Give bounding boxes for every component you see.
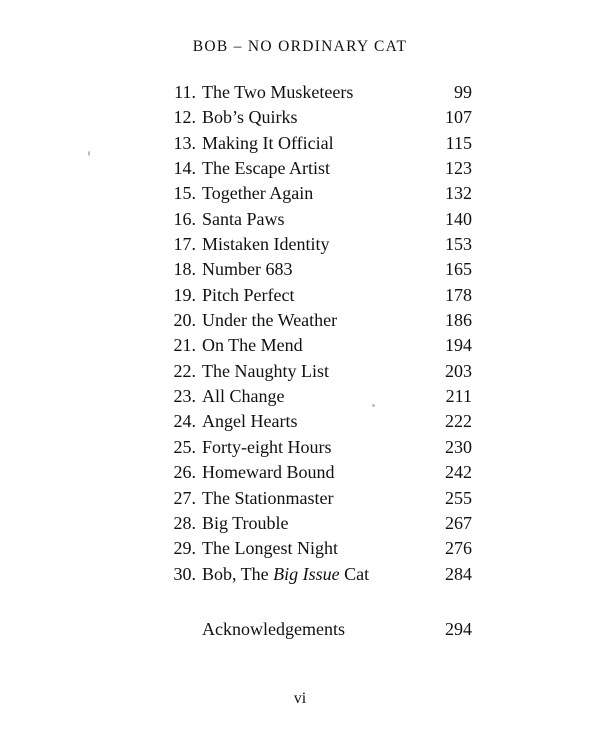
chapter-number: 23. bbox=[173, 386, 196, 407]
acknowledgements-page: 294 bbox=[445, 619, 472, 639]
chapter-number: 27. bbox=[173, 487, 196, 508]
toc-entry bbox=[150, 131, 472, 156]
page-number: 123 bbox=[445, 158, 472, 179]
page-number: 140 bbox=[445, 208, 472, 229]
chapter-title: Under the Weather bbox=[202, 310, 338, 331]
chapter-title: Homeward Bound bbox=[202, 462, 335, 483]
acknowledgements-title: Acknowledgements bbox=[202, 619, 345, 639]
chapter-number: 24. bbox=[173, 411, 196, 432]
page-number: 165 bbox=[445, 259, 472, 280]
chapter-number: 29. bbox=[173, 538, 196, 559]
chapter-title: Big Trouble bbox=[202, 512, 289, 533]
toc-entry bbox=[150, 409, 472, 434]
scan-speck bbox=[88, 151, 90, 156]
page-number: 99 bbox=[454, 82, 472, 102]
page-number: 267 bbox=[445, 512, 472, 533]
chapter-number: 22. bbox=[173, 360, 196, 381]
scan-speck bbox=[372, 404, 375, 407]
chapter-title: The Longest Night bbox=[202, 538, 338, 559]
chapter-title: The Naughty List bbox=[202, 360, 329, 381]
chapter-number: 25. bbox=[173, 436, 196, 457]
chapter-number: 28. bbox=[173, 512, 196, 533]
chapter-title: Making It Official bbox=[202, 132, 334, 153]
chapter-number: 11. bbox=[174, 82, 196, 102]
page-number: 284 bbox=[445, 563, 472, 584]
page-number: 153 bbox=[445, 234, 472, 255]
toc-entry bbox=[150, 511, 472, 536]
page-number: 178 bbox=[445, 284, 472, 305]
toc-entry bbox=[150, 181, 472, 206]
title-italic: Big Issue bbox=[273, 563, 340, 584]
chapter-number: 14. bbox=[173, 158, 196, 179]
toc-entry bbox=[150, 207, 472, 232]
toc-entry bbox=[150, 105, 472, 130]
chapter-title bbox=[202, 562, 369, 587]
toc-entry bbox=[150, 283, 472, 308]
chapter-number: 13. bbox=[173, 132, 196, 153]
toc-entry bbox=[150, 460, 472, 485]
chapter-title: Number 683 bbox=[202, 259, 293, 280]
chapter-number: 30. bbox=[173, 563, 196, 584]
toc-entry bbox=[150, 384, 472, 409]
acknowledgements-entry bbox=[150, 616, 472, 642]
chapter-title: The Two Musketeers bbox=[202, 82, 354, 102]
chapter-title: Angel Hearts bbox=[202, 411, 298, 432]
chapter-number: 21. bbox=[173, 335, 196, 356]
table-of-contents bbox=[150, 80, 472, 587]
page-number: 115 bbox=[445, 132, 472, 153]
chapter-title: On The Mend bbox=[202, 335, 303, 356]
page-number: 276 bbox=[445, 538, 472, 559]
page-number: 230 bbox=[445, 436, 472, 457]
chapter-title: The Stationmaster bbox=[202, 487, 334, 508]
toc-entry bbox=[150, 232, 472, 257]
page-number: 203 bbox=[445, 360, 472, 381]
chapter-title: Mistaken Identity bbox=[202, 234, 330, 255]
toc-entry bbox=[150, 257, 472, 282]
chapter-number: 15. bbox=[173, 183, 196, 204]
toc-entry bbox=[150, 308, 472, 333]
page-number: 132 bbox=[445, 183, 472, 204]
chapter-title: All Change bbox=[202, 386, 285, 407]
toc-entry bbox=[150, 156, 472, 181]
toc-entry bbox=[150, 536, 472, 561]
title-prefix: Bob, The bbox=[202, 563, 274, 584]
chapter-number: 16. bbox=[173, 208, 196, 229]
toc-entry bbox=[150, 333, 472, 358]
page-number: 222 bbox=[445, 411, 472, 432]
toc-entry bbox=[150, 80, 472, 105]
page-number: 242 bbox=[445, 462, 472, 483]
chapter-title: The Escape Artist bbox=[202, 158, 330, 179]
chapter-title: Santa Paws bbox=[202, 208, 285, 229]
chapter-number: 18. bbox=[173, 259, 196, 280]
chapter-number: 20. bbox=[173, 310, 196, 331]
chapter-title: Pitch Perfect bbox=[202, 284, 295, 305]
chapter-number: 26. bbox=[173, 462, 196, 483]
toc-entry bbox=[150, 562, 472, 587]
chapter-title: Forty-eight Hours bbox=[202, 436, 332, 457]
chapter-number: 17. bbox=[173, 234, 196, 255]
toc-entry bbox=[150, 435, 472, 460]
toc-entry bbox=[150, 359, 472, 384]
page-number: 107 bbox=[445, 107, 472, 128]
page-number: 255 bbox=[445, 487, 472, 508]
page-number: 186 bbox=[445, 310, 472, 331]
toc-entry bbox=[150, 486, 472, 511]
page-number: 194 bbox=[445, 335, 472, 356]
folio: vi bbox=[293, 690, 307, 707]
running-head: BOB – NO ORDINARY CAT bbox=[192, 38, 408, 55]
chapter-number: 12. bbox=[173, 107, 196, 128]
chapter-title: Bob’s Quirks bbox=[202, 107, 298, 128]
page-number: 211 bbox=[445, 386, 472, 407]
chapter-title: Together Again bbox=[202, 183, 314, 204]
title-suffix: Cat bbox=[339, 563, 370, 584]
chapter-number: 19. bbox=[173, 284, 196, 305]
